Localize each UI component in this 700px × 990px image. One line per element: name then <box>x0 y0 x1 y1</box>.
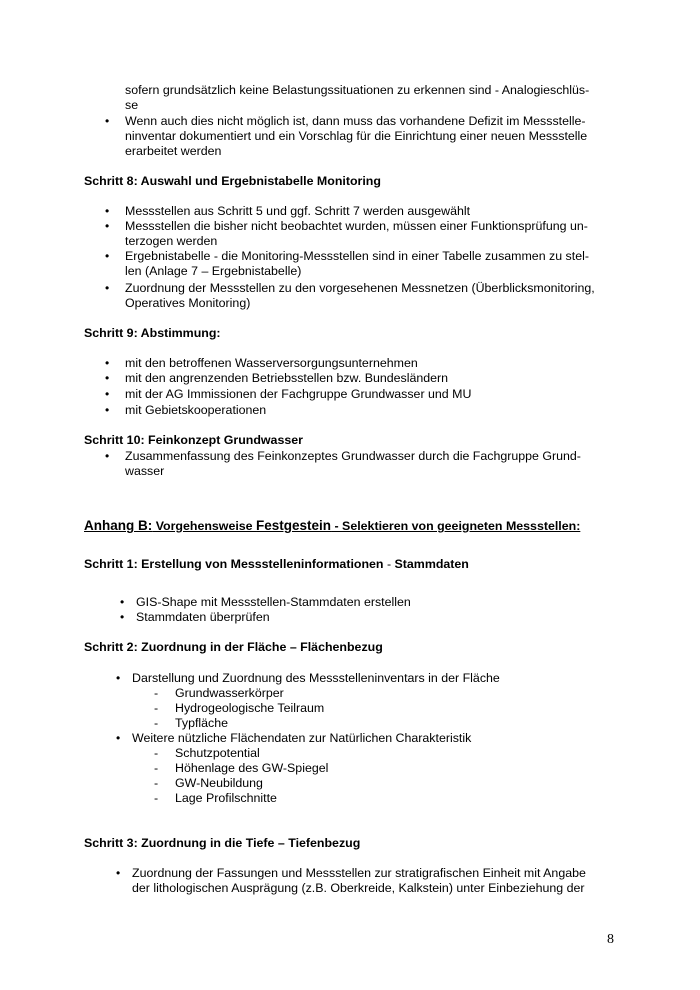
bullet-icon: • <box>105 356 110 370</box>
list-item: mit den angrenzenden Betriebsstellen bzw. Bundesländern <box>125 371 449 385</box>
list-item: GIS-Shape mit Messstellen-Stammdaten erstellen <box>136 595 411 609</box>
bullet-icon: • <box>116 731 121 745</box>
sub-list-item: Schutzpotential <box>175 746 260 760</box>
bullet-icon: • <box>105 281 110 295</box>
bullet-icon: • <box>105 204 110 218</box>
appendix-title-part: - Selektieren von geeigneten Messstellen: <box>331 519 581 533</box>
list-item: Zusammenfassung des Feinkonzeptes Grundwasser durch die Fachgruppe Grund- <box>125 449 581 463</box>
sub-list-item: Grundwasserkörper <box>175 686 284 700</box>
sub-list-item: Höhenlage des GW-Spiegel <box>175 761 329 775</box>
section-heading-schritt-9: Schritt 9: Abstimmung: <box>84 326 221 340</box>
bullet-icon: • <box>105 249 110 263</box>
section-heading-schritt-3: Schritt 3: Zuordnung in die Tiefe – Tiefenbezug <box>84 836 361 850</box>
list-item: mit den betroffenen Wasserversorgungsunternehmen <box>125 356 418 370</box>
bullet-icon: • <box>105 219 110 233</box>
list-item: Operatives Monitoring) <box>125 296 251 310</box>
bullet-icon: • <box>105 371 110 385</box>
list-item: Zuordnung der Fassungen und Messstellen zur stratigrafischen Einheit mit Angabe <box>132 866 586 880</box>
appendix-title-part: Festgestein <box>256 518 332 533</box>
dash-marker: - <box>154 746 159 760</box>
list-item: Stammdaten überprüfen <box>136 610 270 624</box>
continuation-line: sofern grundsätzlich keine Belastungssituationen zu erkennen sind - Analogieschlüs- <box>125 83 590 97</box>
dash-marker: - <box>154 761 159 775</box>
sub-list-item: Lage Profilschnitte <box>175 791 277 805</box>
appendix-label: Anhang B: <box>84 518 153 533</box>
list-item: Weitere nützliche Flächendaten zur Natürlichen Charakteristik <box>132 731 472 745</box>
bullet-icon: • <box>116 866 121 880</box>
sub-list-item: GW-Neubildung <box>175 776 263 790</box>
list-item: Messstellen aus Schritt 5 und ggf. Schritt 7 werden ausgewählt <box>125 204 471 218</box>
dash-marker: - <box>154 701 159 715</box>
heading-main: Schritt 1: Erstellung von Messstelleninformationen <box>84 557 384 571</box>
section-heading-schritt-2: Schritt 2: Zuordnung in der Fläche – Flächenbezug <box>84 640 383 654</box>
bullet-icon: • <box>120 610 125 624</box>
heading-separator: - <box>383 557 395 571</box>
appendix-title-part: Vorgehensweise <box>152 519 257 533</box>
list-item: Zuordnung der Messstellen zu den vorgesehenen Messnetzen (Überblicksmonitoring, <box>125 281 595 295</box>
section-heading-schritt-1 <box>84 557 469 572</box>
dash-marker: - <box>154 776 159 790</box>
continuation-line: se <box>125 98 139 112</box>
bullet-icon: • <box>116 671 121 685</box>
section-heading-schritt-8: Schritt 8: Auswahl und Ergebnistabelle Monitoring <box>84 174 381 188</box>
list-item: wasser <box>125 464 165 478</box>
dash-marker: - <box>154 686 159 700</box>
bullet-text-line: ninventar dokumentiert und ein Vorschlag für die Einrichtung einer neuen Messstelle <box>125 129 588 143</box>
dash-marker: - <box>154 791 159 805</box>
page-number: 8 <box>607 932 614 947</box>
bullet-icon: • <box>105 387 110 401</box>
sub-list-item: Typfläche <box>175 716 229 730</box>
list-item: der lithologischen Ausprägung (z.B. Oberkreide, Kalkstein) unter Einbeziehung der <box>132 881 585 895</box>
list-item: Darstellung und Zuordnung des Messstelleninventars in der Fläche <box>132 671 500 685</box>
bullet-icon: • <box>105 403 110 417</box>
bullet-icon: • <box>105 114 110 128</box>
list-item: mit Gebietskooperationen <box>125 403 267 417</box>
list-item: mit der AG Immissionen der Fachgruppe Grundwasser und MU <box>125 387 472 401</box>
bullet-text-line: Wenn auch dies nicht möglich ist, dann muss das vorhandene Defizit im Messstelle- <box>125 114 586 128</box>
bullet-text-line: erarbeitet werden <box>125 144 222 158</box>
list-item: len (Anlage 7 – Ergebnistabelle) <box>125 264 302 278</box>
list-item: terzogen werden <box>125 234 218 248</box>
section-heading-schritt-10: Schritt 10: Feinkonzept Grundwasser <box>84 433 303 447</box>
bullet-icon: • <box>105 449 110 463</box>
sub-list-item: Hydrogeologische Teilraum <box>175 701 325 715</box>
list-item: Messstellen die bisher nicht beobachtet wurden, müssen einer Funktionsprüfung un- <box>125 219 588 233</box>
bullet-icon: • <box>120 595 125 609</box>
appendix-heading <box>84 518 580 534</box>
heading-tail: Stammdaten <box>394 557 469 571</box>
dash-marker: - <box>154 716 159 730</box>
list-item: Ergebnistabelle - die Monitoring-Messstellen sind in einer Tabelle zusammen zu stel- <box>125 249 589 263</box>
